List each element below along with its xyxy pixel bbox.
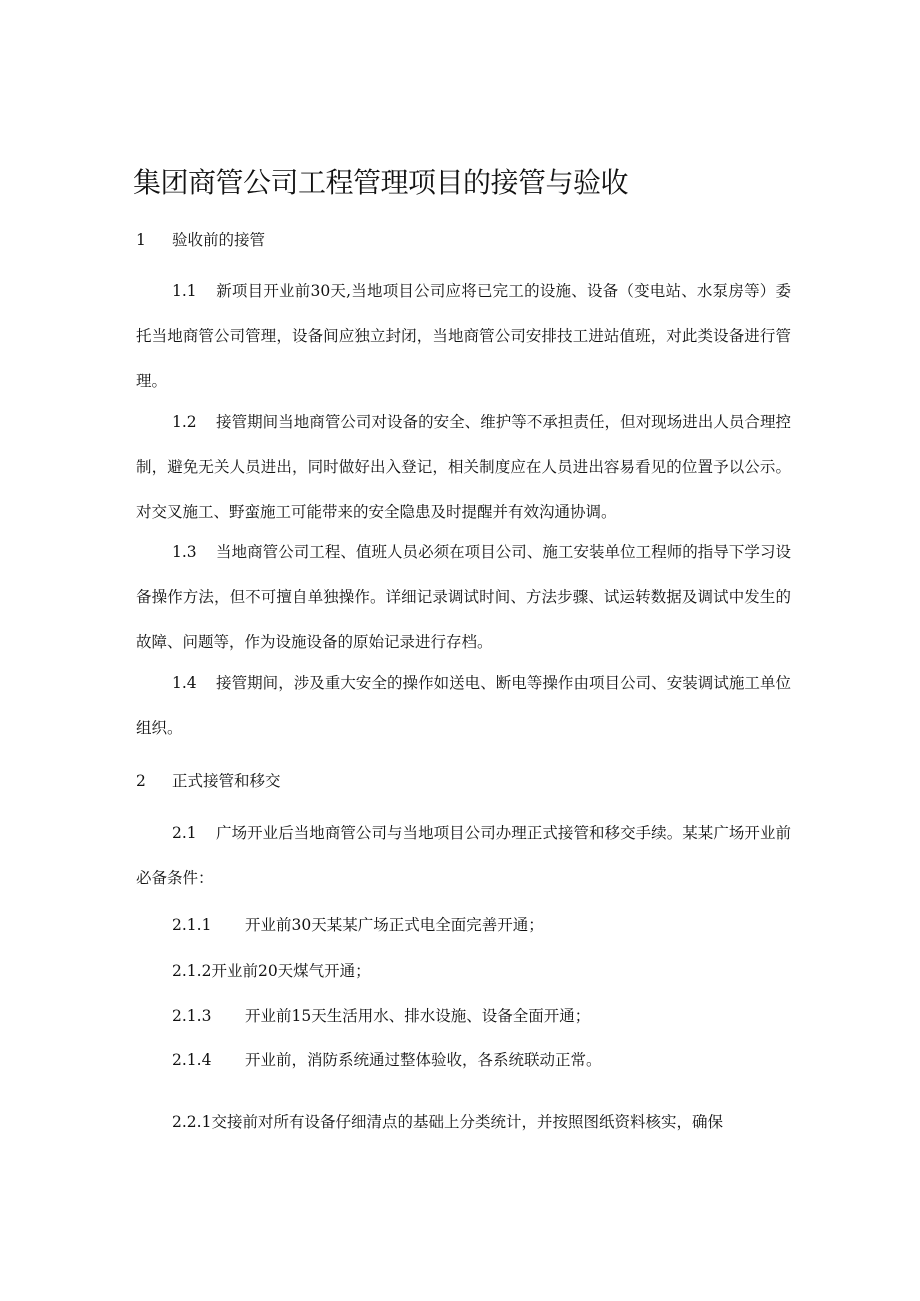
item-text: 交接前对所有设备仔细清点的基础上分类统计，并按照图纸资料核实，确保 <box>211 1113 723 1131</box>
paragraph-text: 广场开业后当地商管公司与当地项目公司办理正式接管和移交手续。某某广场开业前必备条件： <box>136 824 791 887</box>
paragraph-number: 1.3 <box>172 543 197 561</box>
paragraph-number: 1.4 <box>172 674 197 692</box>
list-item-2-1-4 <box>172 1048 792 1072</box>
item-text: 开业前30天某某广场正式电全面完善开通； <box>245 916 544 934</box>
paragraph-number: 1.2 <box>172 413 197 431</box>
document-title: 集团商管公司工程管理项目的接管与验收 <box>133 166 629 199</box>
item-number: 2.1.2 <box>172 962 212 980</box>
paragraph-1-2 <box>136 400 791 535</box>
paragraph-1-3 <box>136 530 791 665</box>
section-number: 2 <box>136 772 146 790</box>
item-number: 2.1.1 <box>172 916 212 934</box>
section-heading-2 <box>136 769 796 793</box>
paragraph-number: 2.1 <box>172 824 197 842</box>
section-title: 验收前的接管 <box>172 231 266 249</box>
list-item-2-1-2 <box>172 959 792 983</box>
paragraph-number: 1.1 <box>172 282 197 300</box>
list-item-2-1-3 <box>172 1004 792 1028</box>
item-text: 开业前，消防系统通过整体验收，各系统联动正常。 <box>245 1051 602 1069</box>
paragraph-1-4 <box>136 661 791 751</box>
paragraph-text: 接管期间，涉及重大安全的操作如送电、断电等操作由项目公司、安装调试施工单位组织。 <box>136 674 791 737</box>
item-text: 开业前15天生活用水、排水设施、设备全面开通； <box>245 1007 591 1025</box>
paragraph-text: 新项目开业前30天,当地项目公司应将已完工的设施、设备（变电站、水泵房等）委托当地商管公司管理，设备间应独立封闭，当地商管公司安排技工进站值班，对此类设备进行管理。 <box>136 282 791 390</box>
paragraph-text: 接管期间当地商管公司对设备的安全、维护等不承担责任，但对现场进出人员合理控制，避免无关人员进出，同时做好出入登记，相关制度应在人员进出容易看见的位置予以公示。对交叉施工、野蛮施工可能带来的安全隐患及时提醒并有效沟通协调。 <box>136 413 791 521</box>
section-title: 正式接管和移交 <box>172 772 281 790</box>
item-number: 2.1.3 <box>172 1007 212 1025</box>
list-item-2-1-1 <box>172 913 792 937</box>
item-number: 2.2.1 <box>172 1113 212 1131</box>
paragraph-1-1 <box>136 269 791 404</box>
paragraph-text: 当地商管公司工程、值班人员必须在项目公司、施工安装单位工程师的指导下学习设备操作方法，但不可擅自单独操作。详细记录调试时间、方法步骤、试运转数据及调试中发生的故障、问题等，作为设施设备的原始记录进行存档。 <box>136 543 791 651</box>
item-text: 开业前20天煤气开通； <box>211 962 371 980</box>
paragraph-2-2-1 <box>172 1110 792 1134</box>
item-number: 2.1.4 <box>172 1051 212 1069</box>
section-heading-1 <box>136 228 796 252</box>
paragraph-2-1 <box>136 811 791 901</box>
section-number: 1 <box>136 231 146 249</box>
